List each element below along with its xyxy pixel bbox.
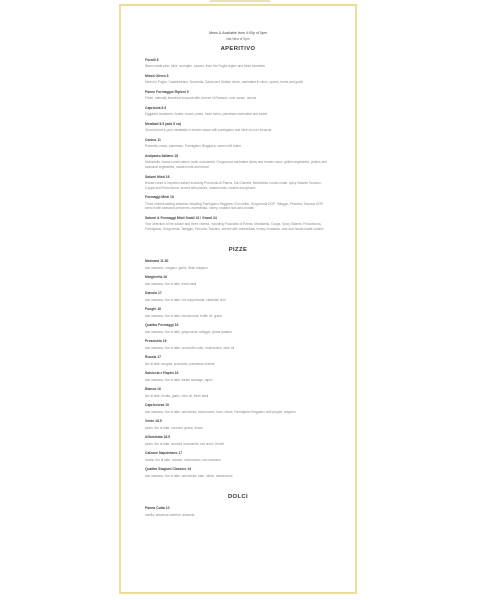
menu-item-description: san marzano, fior di latte, artichokes, ham, olives, mushrooms xyxy=(145,473,233,478)
menu-item-name: Panne Formaggio Ripieni 9 xyxy=(145,90,189,94)
menu-item-description: san marzano, fior di latte, artichokes, mushrooms, ham, olives, Parmigiano Reggiano with pepper, oregano xyxy=(145,409,296,414)
menu-item-name: Margherita 16 xyxy=(145,275,168,280)
menu-item-description: Pancetta, rosso, parmesan, Parmigiano Reggiano, sweet chili butter xyxy=(145,144,242,149)
menu-item xyxy=(145,259,331,270)
menu-item xyxy=(145,506,331,517)
menu-item-name: Salumi Misti 16 xyxy=(145,174,170,179)
menu-item-name: Meatball 8.5 (add 5 ea) xyxy=(145,122,181,126)
menu-item xyxy=(145,323,331,334)
menu-item xyxy=(145,275,331,286)
menu-item xyxy=(145,175,331,191)
menu-item-name: Salumi & Formaggi Misti Small 19 / Grand 34 xyxy=(145,215,217,220)
menu-item-name: Quattro Formaggi 18 xyxy=(145,323,179,328)
menu-section-dolci xyxy=(145,494,331,517)
menu-item-description: Fresh, naturally leavened focaccia with cheese of Romano, over sauce, onions xyxy=(145,96,257,101)
menu-item-description: san marzano, fior di latte, hot soppressata, calabrian chili xyxy=(145,297,226,302)
menu-item xyxy=(145,467,331,478)
menu-item-description: san marzano, fior di latte, fresh basil xyxy=(145,281,197,286)
menu-item-name: Bianca 16 xyxy=(145,387,161,392)
menu-item xyxy=(145,74,331,85)
menu-item-description: Three cheese tasting selection including Parmigiano Reggiano 24 months, Gorgonzola DOP, Taleggio, Pecorino Toscano DOP, served with seasonal preserves, marmellata, honey, roasted nuts and crostini xyxy=(145,201,324,211)
menu-item-name: Capricciosa 19 xyxy=(145,403,169,408)
menu-item-description: pesto, fior di latte, zucchini, grana, lemon xyxy=(145,425,203,430)
menu-item-description: Mixed in Puglia, Castelvetrano, Nocerella, Gaeta and Sicilian olives, marinated in citrus, spices, herbs and garlic xyxy=(145,80,304,85)
menu-item-description: Your selection of the salumi and three cheese, including Prosciutto di Parma, Mortadella, Coppa, Spicy Salame, Finocchiona, Parmigiano, Gorgonzola, Taleggio, Pecorino Toscano, served with marmellata, honey, mostarda, nuts and house-made crostini xyxy=(145,222,324,231)
menu-item-name: Antipasto Italiano 18 xyxy=(145,154,179,158)
menu-item-description: fior di latte, arugula, prosciutto, parmesan cheese xyxy=(145,361,215,366)
menu-item xyxy=(145,138,331,149)
menu-item-name: Mixed Olives 8 xyxy=(145,74,169,78)
menu-item-name: Cactus 11 xyxy=(145,138,161,142)
menu-item-description: House-cured & Imported salumi including Prosciutto di Parma, San Daniele, Mortadella, house-made, spicy Salame Toscano, Coppa and Finocchiona, served with pickles, roasted nuts, crostini and grissini xyxy=(145,181,322,190)
menu-item xyxy=(145,339,331,350)
section-title: APERITIVO xyxy=(220,46,256,52)
top-tab xyxy=(210,0,270,2)
menu-item-name: Prosciutto 19 xyxy=(145,339,167,344)
menu-item-name: Calzone Napoletano 17 xyxy=(145,451,183,456)
menu-item-description: pesto, fior di latte, smoked mozzarella, red onion, fennel xyxy=(145,441,225,446)
section-title: PIZZE xyxy=(228,247,248,254)
menu-item-name: Diavola 17 xyxy=(145,291,162,296)
menu-item xyxy=(145,371,331,382)
menu-item-description: san marzano, fior di latte, prosciutto cotto, mushrooms, olive oil xyxy=(145,345,235,350)
menu-item-description: ricotta, fior di latte, salame, mushrooms, san marzano xyxy=(145,457,221,462)
menu-item-name: Funghi 16 xyxy=(145,307,162,312)
menu-hours-notice: Menu & Available from 4:00p of 5pm xyxy=(209,31,267,35)
menu-item-description: vanilla, amarena cherries, almonds xyxy=(145,512,195,517)
menu-item-name: Verde 16.5 xyxy=(145,419,162,424)
section-title: DOLCI xyxy=(227,494,249,501)
menu-item xyxy=(145,419,331,430)
menu-item xyxy=(145,90,331,101)
menu-section-aperitivo xyxy=(145,46,331,231)
menu-item xyxy=(145,355,331,366)
menu-item-name: Capricola 8.5 xyxy=(145,106,167,110)
menu-item-description: san marzano, fior di latte, mushrooms, truffle oil, grana xyxy=(145,313,223,318)
menu-item xyxy=(145,216,331,232)
menu-card xyxy=(119,4,357,594)
menu-item-description: san marzano, fior di latte, gorgonzola, taleggio, grana padano xyxy=(145,329,232,334)
menu-item xyxy=(145,291,331,302)
menu-item xyxy=(145,106,331,117)
menu-item xyxy=(145,122,331,133)
menu-item-description: Ground beef & pork meatballs in tomato sauce with parmigiano and olive oil over focaccia xyxy=(145,128,272,133)
menu-item-description: Eggplant, tomatoes, ricotta, cream, pesto, fresh herbs, parmesan marinated and sweet xyxy=(145,112,268,117)
menu-item-description: fior di latte, ricotta, garlic, olive oil, fresh basil xyxy=(145,393,209,398)
menu-item-description: Warm made pine, olive, acciughe, sauces, from the Puglia region and fresh tomatoes xyxy=(145,64,266,69)
menu-item-name: Affumicata 18.5 xyxy=(145,435,171,440)
menu-item-description: san marzano, fior di latte, italian sausage, rapini xyxy=(145,377,213,382)
menu-item-name: Panna Cotta 10 xyxy=(145,506,170,511)
menu-item-description: san marzano, oregano, garlic, fresh oregano xyxy=(145,265,208,270)
menu-item xyxy=(145,58,331,69)
menu-item xyxy=(145,387,331,398)
menu-last-order-notice: last Next of 9pm xyxy=(226,37,250,41)
menu-item xyxy=(145,403,331,414)
menu-item-name: Focalli 8 xyxy=(145,58,159,62)
menu-section-pizze xyxy=(145,247,331,478)
menu-item-name: Marinara 11.50 xyxy=(145,259,169,264)
menu-item xyxy=(145,451,331,462)
menu-item-name: Rucola 17 xyxy=(145,355,162,360)
menu-item xyxy=(145,154,331,170)
menu-item xyxy=(145,435,331,446)
menu-item-name: Quattro Stagioni Classico 19 xyxy=(145,467,192,472)
menu-item xyxy=(145,195,331,211)
menu-item-name: Formaggi Misti 16 xyxy=(145,195,174,200)
menu-item xyxy=(145,307,331,318)
menu-item-name: Salsiccia e Rapini 18 xyxy=(145,371,179,376)
menu-item-description: Mortadella, house-cured salumi, fresh mozzarella, Gorgonzola marinated olives and tomato rosso, grilled vegetables, pickles and seasonal vegetables, roasted nuts and bread xyxy=(145,160,327,169)
